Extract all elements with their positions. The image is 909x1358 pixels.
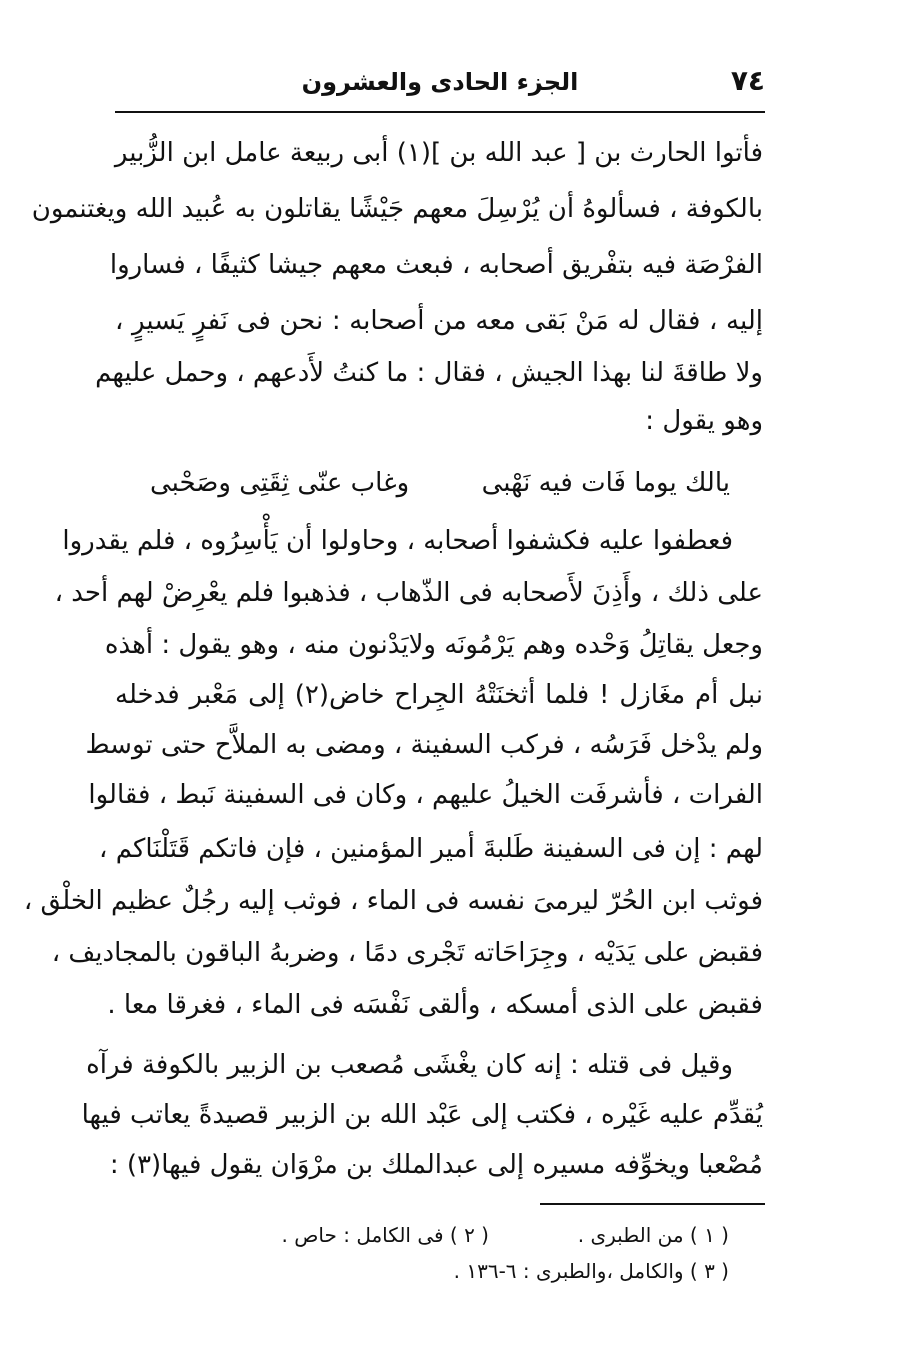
page-number: ٧٤ bbox=[730, 64, 765, 97]
page-header bbox=[115, 58, 765, 110]
text-line: فقبض على يَدَيْه ، وجِرَاحَاته تَجْرى دمًا ، وضربهُ الباقون بالمجاديف ، bbox=[51, 938, 763, 968]
text-line: يُقدِّم عليه غَيْره ، فكتب إلى عَبْد الله بن الزبير قصيدةً يعاتب فيها bbox=[81, 1100, 763, 1130]
text-line: مُصْعبا ويخوِّفه مسيره إلى عبدالملك بن مرْوَان يقول فيها(٣) : bbox=[109, 1150, 763, 1180]
text-line: فقبض على الذى أمسكه ، وألقى نَفْسَه فى الماء ، فغرقا معا . bbox=[107, 990, 763, 1020]
text-line: بالكوفة ، فسألوهُ أن يُرْسِلَ معهم جَيْشًا يقاتلون به عُبيد الله ويغتنمون bbox=[31, 194, 763, 224]
running-title: الجزء الحادى والعشرون bbox=[301, 68, 579, 96]
text-line: على ذلك ، وأَذِنَ لأَصحابه فى الذّهاب ، فذهبوا فلم يعْرِضْ لهم أحد ، bbox=[54, 578, 763, 608]
text-line: وقيل فى قتله : إنه كان يغْشَى مُصعب بن الزبير بالكوفة فرآه bbox=[86, 1050, 733, 1080]
text-line: وهو يقول : bbox=[645, 406, 763, 436]
text-line: ولا طاقةَ لنا بهذا الجيش ، فقال : ما كنتُ لأَدعهم ، وحمل عليهم bbox=[95, 358, 763, 388]
text-line: فأتوا الحارث بن [ عبد الله بن ](١) أبى ربيعة عامل ابن الزُّبير bbox=[114, 138, 763, 168]
header-rule bbox=[115, 111, 765, 113]
footnote-2: ( ٢ ) فى الكامل : حاص . bbox=[281, 1223, 489, 1247]
text-line: ولم يدْخل فَرَسُه ، فركب السفينة ، ومضى به الملاَّح حتى توسط bbox=[85, 730, 763, 760]
verse-hemistich-first: يالك يوما فَات فيه نَهْبى bbox=[481, 468, 730, 498]
text-line: نبل أم مغَازل ! فلما أثخنَتْهُ الجِراح خاض(٢) إلى مَعْبر فدخله bbox=[115, 680, 763, 710]
text-line: فعطفوا عليه فكشفوا أصحابه ، وحاولوا أن يَأْسِرُوه ، فلم يقدروا bbox=[62, 526, 733, 556]
footnote-3: ( ٣ ) والكامل ،والطبرى : ٦-١٣٦ . bbox=[453, 1259, 729, 1283]
text-line: لهم : إن فى السفينة طَلبةَ أمير المؤمنين ، فإن فاتكم قَتَلْنَاكم ، bbox=[99, 834, 763, 864]
footnote-rule bbox=[540, 1203, 765, 1205]
text-line: وجعل يقاتِلُ وَحْده وهم يَرْمُونَه ولايَدْنون منه ، وهو يقول : أهذه bbox=[104, 630, 763, 660]
text-line: إليه ، فقال له مَنْ بَقى معه من أصحابه : نحن فى نَفرٍ يَسيرٍ ، bbox=[115, 306, 763, 336]
text-line: الفرْصَة فيه بتفْريق أصحابه ، فبعث معهم جيشا كثيفًا ، فساروا bbox=[109, 250, 763, 280]
text-line: الفرات ، فأشرفَت الخيلُ عليهم ، وكان فى السفينة نَبط ، فقالوا bbox=[88, 780, 763, 810]
text-line: فوثب ابن الحُرّ ليرمىَ نفسه فى الماء ، فوثب إليه رجُلٌ عظيم الخلْق ، bbox=[23, 886, 763, 916]
verse-hemistich-second: وغاب عنّى ثِقَتِى وصَحْبى bbox=[150, 468, 410, 498]
verse-line bbox=[150, 458, 730, 508]
footnote-1: ( ١ ) من الطبرى . bbox=[577, 1223, 729, 1247]
